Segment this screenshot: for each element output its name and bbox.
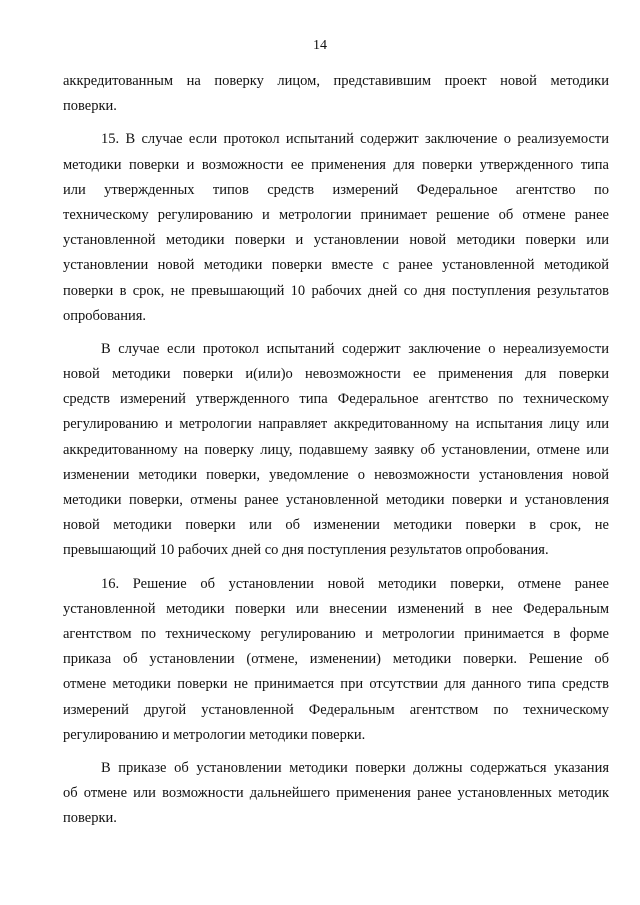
paragraph-gap xyxy=(63,329,609,337)
page-number: 14 xyxy=(313,38,327,53)
text-line: методики поверки, отмены ранее установленной методики поверки и установления xyxy=(63,492,609,508)
paragraph xyxy=(63,69,609,119)
text-line: поверки в срок, не превышающий 10 рабочих дней со дня поступления результатов xyxy=(63,282,609,299)
document-body xyxy=(63,69,609,831)
text-line: приказа об установлении (отмене, изменении) методики поверки. Решение об xyxy=(63,651,609,668)
text-line: превышающий 10 рабочих дней со дня поступления результатов опробования. xyxy=(63,542,549,559)
text-line: новой методики поверки или об изменении методики поверки в срок, не xyxy=(63,517,609,534)
text-line: В приказе об установлении методики поверки должны содержаться указания xyxy=(101,759,609,776)
text-line: новой методики поверки и(или)о невозможности ее применения для поверки xyxy=(63,366,609,383)
text-line: аккредитованным на поверку лицом, представившим проект новой методики xyxy=(63,73,609,89)
paragraph xyxy=(63,337,609,564)
text-line: регулированию и метрологии методики поверки. xyxy=(63,726,366,743)
text-line: об отмене или возможности дальнейшего применения ранее установленных методик xyxy=(63,785,609,802)
text-line: методики поверки и возможности ее применения для поверки утвержденного типа xyxy=(63,156,609,173)
text-line: или утвержденных типов средств измерений Федеральное агентство по xyxy=(63,181,609,198)
text-line: средств измерений утвержденного типа Федеральное агентство по техническому xyxy=(63,391,609,408)
paragraph xyxy=(63,572,609,748)
paragraph-gap xyxy=(63,564,609,572)
text-line: опробования. xyxy=(63,307,147,324)
text-line: отмене методики поверки не принимается при отсутствии для данного типа средств xyxy=(63,676,609,693)
text-line: агентством по техническому регулированию и метрологии принимается в форме xyxy=(63,625,609,642)
text-line: установлении новой методики поверки вместе с ранее установленной методикой xyxy=(63,257,609,274)
paragraph xyxy=(63,756,609,832)
text-line: поверки. xyxy=(63,810,117,827)
paragraph-gap xyxy=(63,119,609,127)
text-line: поверки. xyxy=(63,98,117,115)
text-line: измерений другой установленной Федеральным агентством по техническому xyxy=(63,701,609,718)
text-line: 15. В случае если протокол испытаний содержит заключение о реализуемости xyxy=(101,131,609,148)
paragraph xyxy=(63,127,609,329)
text-line: установленной методики поверки и установлении новой методики поверки или xyxy=(63,232,609,249)
text-line: регулированию и метрологии направляет аккредитованному на испытания лицу или xyxy=(63,416,609,433)
text-line: техническому регулированию и метрологии принимает решение об отмене ранее xyxy=(63,206,609,223)
text-line: 16. Решение об установлении новой методики поверки, отмене ранее xyxy=(101,575,609,592)
text-line: В случае если протокол испытаний содержит заключение о нереализуемости xyxy=(101,340,609,357)
text-line: аккредитованному на поверку лицу, подавшему заявку об установлении, отмене или xyxy=(63,441,609,458)
text-line: установленной методики поверки или внесении изменений в нее Федеральным xyxy=(63,600,609,617)
text-line: изменении методики поверки, уведомление о невозможности установления новой xyxy=(63,466,609,483)
paragraph-gap xyxy=(63,748,609,756)
